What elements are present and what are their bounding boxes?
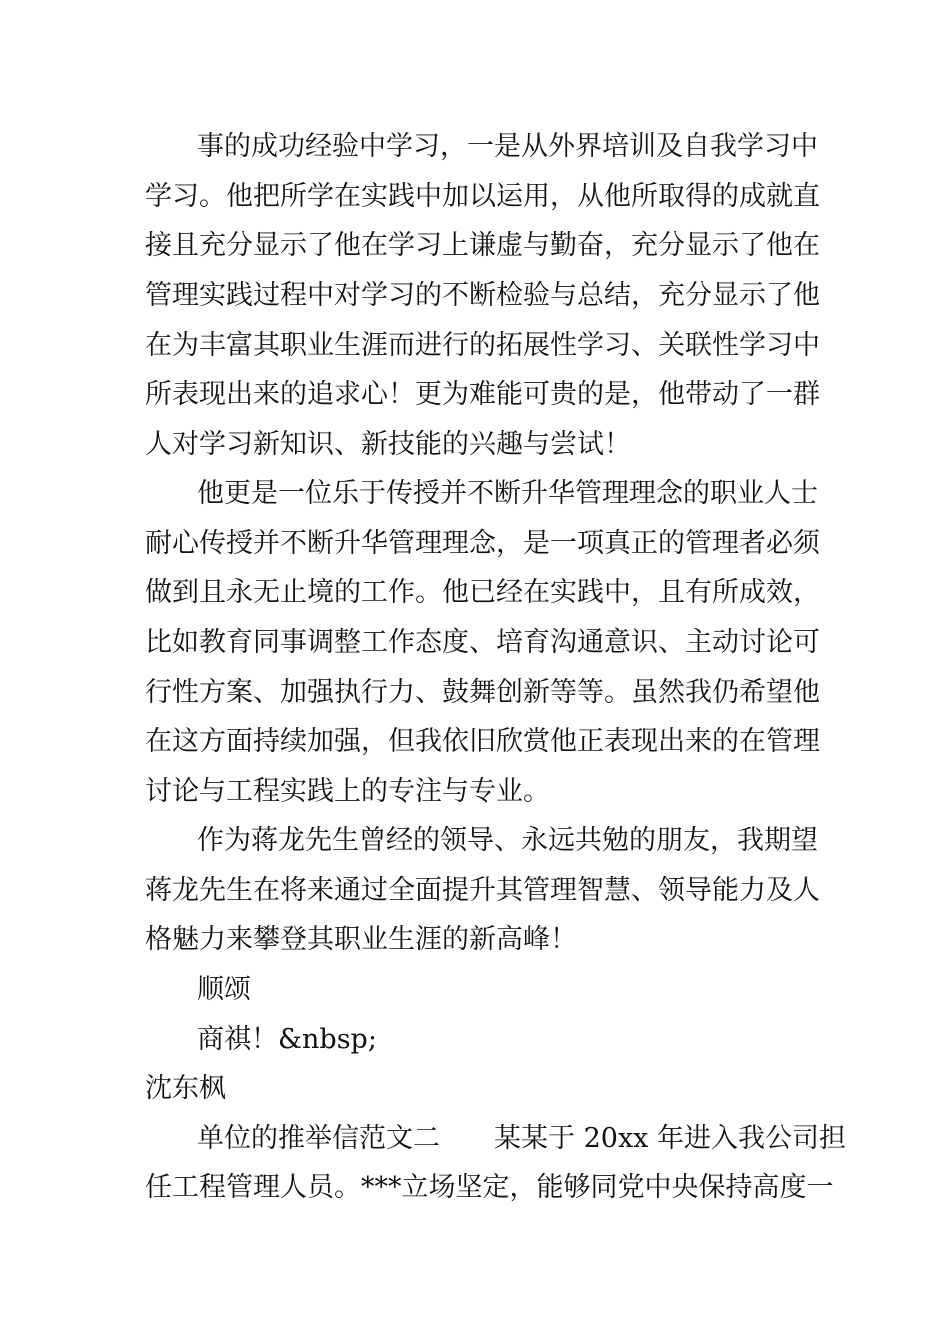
paragraph-line: 作为蒋龙先生曾经的领导、永远共勉的朋友，我期望 [197, 825, 818, 856]
paragraph-line: 格魅力来攀登其职业生涯的新高峰！ [145, 924, 577, 955]
closing-greeting: 顺颂 [197, 974, 251, 1005]
paragraph-line: 任工程管理人员。***立场坚定，能够同党中央保持高度一 [145, 1172, 834, 1203]
paragraph-line: 耐心传授并不断升华管理理念，是一项真正的管理者必须 [145, 528, 820, 559]
paragraph-line: 比如教育同事调整工作态度、培育沟通意识、主动讨论可 [145, 627, 820, 658]
paragraph-line: 做到且永无止境的工作。他已经在实践中，且有所成效， [145, 577, 820, 608]
closing-salutation: 商祺！&nbsp; [197, 1024, 377, 1055]
paragraph-line: 单位的推举信范文二 某某于 20xx 年进入我公司担 [197, 1123, 846, 1154]
paragraph-line: 在为丰富其职业生涯而进行的拓展性学习、关联性学习中 [145, 330, 820, 361]
signature-name: 沈东枫 [145, 1073, 226, 1104]
paragraph-line: 接且充分显示了他在学习上谦虚与勤奋，充分显示了他在 [145, 230, 820, 261]
paragraph-line: 事的成功经验中学习，一是从外界培训及自我学习中 [197, 131, 818, 162]
paragraph-line: 所表现出来的追求心！更为难能可贵的是，他带动了一群 [145, 379, 820, 410]
paragraph-line: 行性方案、加强执行力、鼓舞创新等等。虽然我仍希望他 [145, 677, 820, 708]
paragraph-line: 蒋龙先生在将来通过全面提升其管理智慧、领导能力及人 [145, 875, 820, 906]
paragraph-line: 在这方面持续加强，但我依旧欣赏他正表现出来的在管理 [145, 726, 820, 757]
paragraph-line: 管理实践过程中对学习的不断检验与总结，充分显示了他 [145, 280, 820, 311]
paragraph-line: 他更是一位乐于传授并不断升华管理理念的职业人士 [197, 478, 818, 509]
paragraph-line: 讨论与工程实践上的专注与专业。 [145, 776, 550, 807]
paragraph-line: 人对学习新知识、新技能的兴趣与尝试！ [145, 429, 631, 460]
paragraph-line: 学习。他把所学在实践中加以运用，从他所取得的成就直 [145, 181, 820, 212]
